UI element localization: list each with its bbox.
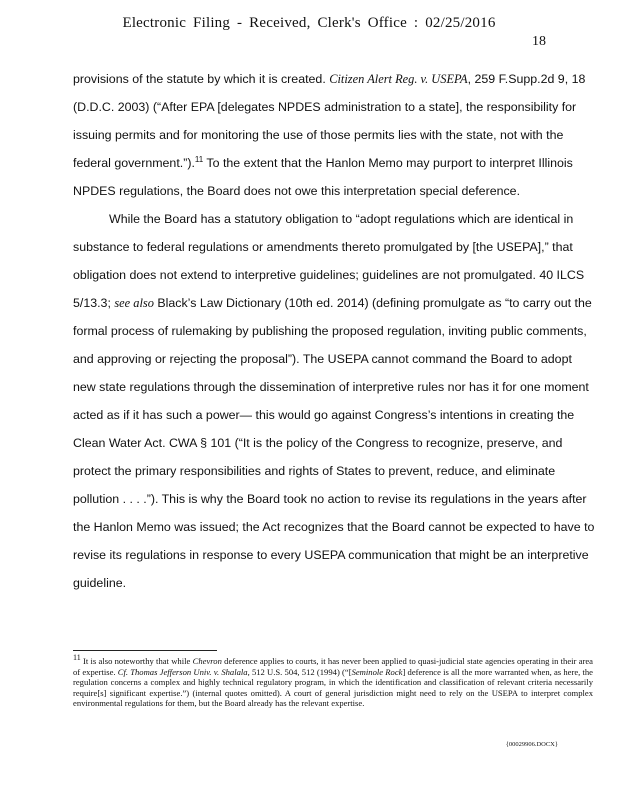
footnote: [73, 653, 593, 709]
paragraph-1-text-b: , 259 F.Supp.2d 9, 18 (D.D.C. 2003) (“After EPA [delegates NPDES administration to a state], the responsibility for issuing permits and for monitoring the use of those permits lies with the state, not with the federal government.”).: [73, 72, 586, 170]
paragraph-1-text-a: provisions of the statute by which it is created.: [73, 72, 326, 86]
footnote-text-c: , 512 U.S. 504, 512 (1994) (“[: [247, 666, 352, 677]
footnote-text-a: It is also noteworthy that while: [80, 656, 193, 666]
footnote-text-b: deference applies to courts, it has never been applied to quasi-judicial state agencies operating in their area of expertise.: [73, 656, 593, 677]
paragraph-1: [73, 65, 595, 205]
footnote-reference: 11: [194, 154, 204, 164]
page-number: 18: [532, 34, 546, 49]
case-citation-citizen-alert: Citizen Alert Reg. v. USEPA: [329, 72, 468, 86]
document-number: {00029906.DOCX}: [505, 741, 558, 748]
footnote-seminole-rock: Seminole Rock: [351, 666, 403, 677]
footnote-number: 11: [73, 653, 81, 663]
footnote-case-citation: Cf. Thomas Jefferson Univ. v. Shalala: [117, 666, 248, 677]
filing-header: Electronic Filing - Received, Clerk's Office : 02/25/2016: [122, 15, 496, 31]
paragraph-1-text-c: To the extent that the Hanlon Memo may purport to interpret Illinois NPDES regulations, the Board does not owe this interpretation special deference.: [73, 156, 573, 198]
footnote-chevron: Chevron: [192, 656, 222, 666]
footnote-separator: [73, 650, 217, 651]
paragraph-2-text-a: While the Board has a statutory obligation to “adopt regulations which are identical in substance to federal regulations or amendments thereto promulgated by [the USEPA],” that obligation does not extend to interpretive guidelines; guidelines are not promulgated. 40 ILCS 5/13.3;: [73, 212, 585, 310]
paragraph-2-text-b: Black’s Law Dictionary (10th ed. 2014) (defining promulgate as “to carry out the formal process of rulemaking by publishing the proposed regulation, inviting public comments, and approving or rejecting the proposal”). The USEPA cannot command the Board to adopt new state regulations through the dissemination of interpretive rules nor has it for one moment acted as if it has such a power— this would go against Congress’s intentions in creating the Clean Water Act. CWA § 101 (“It is the policy of the Congress to recognize, preserve, and protect the primary responsibilities and rights of States to prevent, reduce, and eliminate pollution . . . .”). This is why the Board took no action to revise its regulations in the years after the Hanlon Memo was issued; the Act recognizes that the Board cannot be expected to have to revise its regulations in response to every USEPA communication that might be an interpretive guideline.: [73, 296, 595, 590]
document-body: [73, 65, 595, 597]
footnote-text-d: ] deference is all the more warranted when, as here, the regulation concerns a complex and highly technical regulatory program, in which the identification and classification of relevant criteria necessarily require[s] significant expertise.”) (internal quotes omitted). A court of general jurisdiction might need to rely on the USEPA to interpret complex environmental regulations for them, but the Board already has the relevant expertise.: [73, 666, 593, 709]
see-also-signal: see also: [114, 296, 154, 310]
paragraph-2: [73, 205, 595, 597]
